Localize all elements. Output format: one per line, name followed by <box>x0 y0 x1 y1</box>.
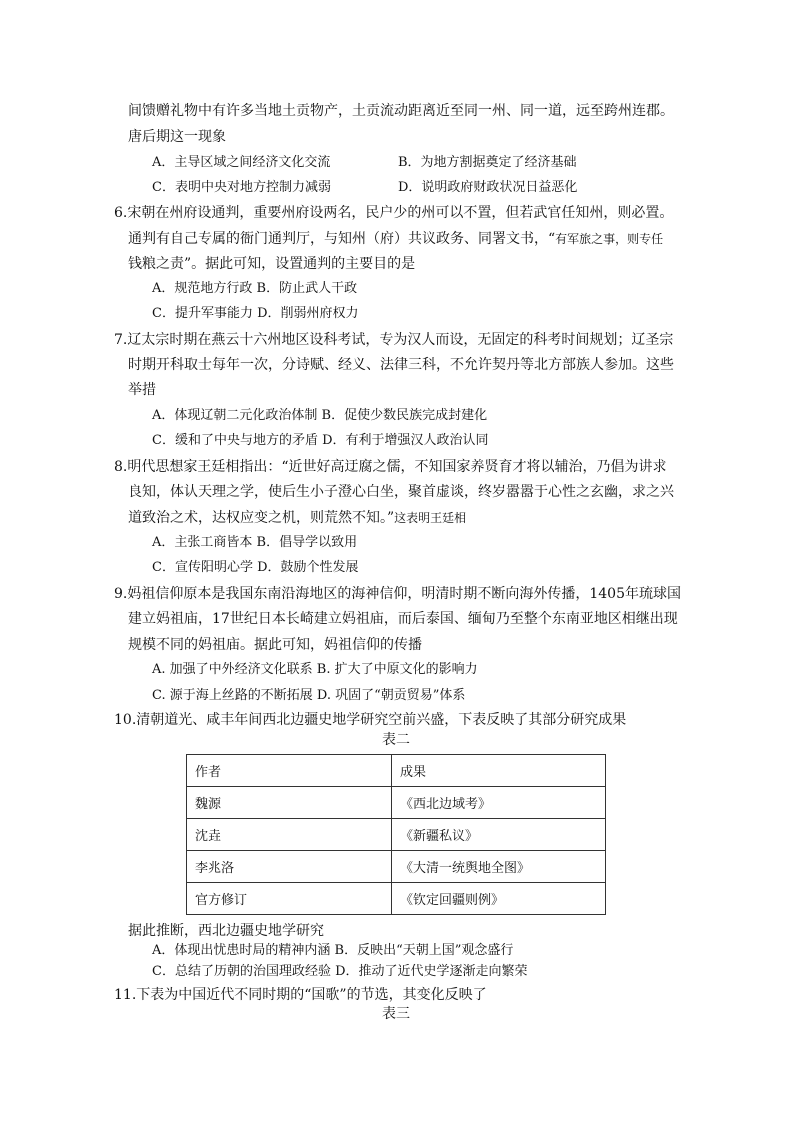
q5-option-a: A．主导区域之间经济文化交流 <box>152 155 331 170</box>
table-cell-result: 《钦定回疆则例》 <box>392 883 606 915</box>
q8-options-row2: C．宣传阳明心学 D．鼓励个性发展 <box>152 560 359 575</box>
q6-line3: 钱粮之责”。据此可知，设置通判的主要目的是 <box>128 256 416 272</box>
table-cell-author: 魏源 <box>187 787 392 819</box>
table-header-row <box>187 755 606 787</box>
q7-line3: 举措 <box>128 382 156 398</box>
q7-options-row1: A．体现辽朝二元化政治体制 B．促使少数民族完成封建化 <box>152 408 488 423</box>
table-header-result: 成果 <box>392 755 606 787</box>
table-row <box>187 851 606 883</box>
q5-line2: 唐后期这一现象 <box>128 129 226 145</box>
q10-after: 据此推断，西北边疆史地学研究 <box>128 923 324 939</box>
table-cell-author: 李兆洛 <box>187 851 392 883</box>
q6-line2 <box>128 229 663 249</box>
q11-line1: 11.下表为中国近代不同时期的“国歌”的节选，其变化反映了 <box>114 987 487 1003</box>
q7-line1: 7.辽太宗时期在燕云十六州地区设科考试，专为汉人而设，无固定的科考时间规划；辽圣宗 <box>114 332 674 348</box>
q6-line2-text: 通判有自己专属的衙门通判厅，与知州（府）共议政务、同署文书，“ <box>128 231 556 247</box>
table-header-author: 作者 <box>187 755 392 787</box>
table3-caption: 表三 <box>382 1006 410 1022</box>
q5-option-b: B．为地方割据奠定了经济基础 <box>398 155 577 170</box>
table-row <box>187 787 606 819</box>
q9-line3: 规模不同的妈祖庙。据此可知，妈祖信仰的传播 <box>128 637 422 653</box>
q9-line2: 建立妈祖庙，17世纪日本长崎建立妈祖庙，而后泰国、缅甸乃至整个东南亚地区相继出现 <box>128 611 678 627</box>
q8-line3-quote: 道致治之术，达权应变之机，则荒然不知。” <box>128 510 395 526</box>
q10-line1: 10.清朝道光、咸丰年间西北边疆史地学研究空前兴盛，下表反映了其部分研究成果 <box>114 712 627 728</box>
q8-line3-tail: 这表明王廷相 <box>394 511 467 525</box>
table-cell-author: 沈垚 <box>187 819 392 851</box>
q6-options-row2: C．提升军事能力 D．削弱州府权力 <box>152 306 359 321</box>
table-row <box>187 883 606 915</box>
q6-line2-quote: 有军旅之事，则专任 <box>555 232 664 246</box>
table-cell-author: 官方修订 <box>187 883 392 915</box>
table-cell-result: 《新疆私议》 <box>392 819 606 851</box>
q5-option-c: C．表明中央对地方控制力减弱 <box>152 180 331 195</box>
table-cell-result: 《西北边域考》 <box>392 787 606 819</box>
q6-line1: 6.宋朝在州府设通判，重要州府设两名，民户少的州可以不置，但若武官任知州，则必置。 <box>114 205 674 221</box>
q9-options-row2: C. 源于海上丝路的不断拓展 D. 巩固了“朝贡贸易”体系 <box>152 688 466 703</box>
table-cell-result: 《大清一统舆地全图》 <box>392 851 606 883</box>
q8-line3 <box>128 508 466 528</box>
q10-options-row2: C．总结了历朝的治国理政经验 D．推动了近代史学逐渐走向繁荣 <box>152 964 528 979</box>
q9-options-row1: A. 加强了中外经济文化联系 B. 扩大了中原文化的影响力 <box>152 662 478 677</box>
q7-line2: 时期开科取士每年一次，分诗赋、经义、法律三科，不允许契丹等北方部族人参加。这些 <box>128 357 674 373</box>
q8-line1: 8.明代思想家王廷相指出：“近世好高迂腐之儒，不知国家养贤育才将以辅治，乃倡为讲求 <box>114 459 667 475</box>
q7-options-row2: C．缓和了中央与地方的矛盾 D．有利于增强汉人政治认同 <box>152 433 489 448</box>
table2 <box>186 754 606 915</box>
q9-line1: 9.妈祖信仰原本是我国东南沿海地区的海神信仰，明清时期不断向海外传播，1405年琉球国 <box>114 586 681 602</box>
table2-caption: 表二 <box>382 732 410 748</box>
q8-line2: 良知，体认天理之学，使后生小子澄心白坐，聚首虚谈，终岁嚣嚣于心性之玄幽，求之兴 <box>128 484 674 500</box>
q8-options-row1: A．主张工商皆本 B．倡导学以致用 <box>152 535 358 550</box>
q5-line1: 间馈赠礼物中有许多当地土贡物产，土贡流动距离近至同一州、同一道，远至跨州连郡。 <box>128 103 674 119</box>
q10-options-row1: A．体现出忧患时局的精神内涵 B．反映出“天朝上国”观念盛行 <box>152 943 514 958</box>
table-row <box>187 819 606 851</box>
q6-options-row1: A．规范地方行政 B．防止武人干政 <box>152 281 358 296</box>
q5-option-d: D．说明政府财政状况日益恶化 <box>398 180 578 195</box>
